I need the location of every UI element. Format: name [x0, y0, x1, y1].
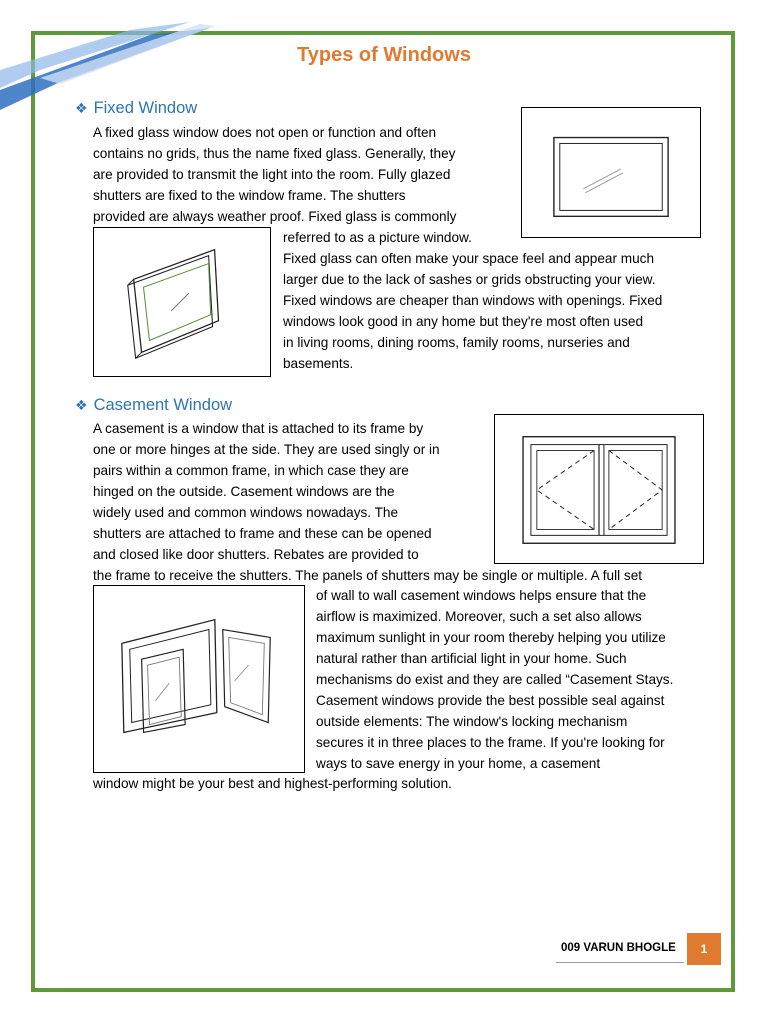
- text-line: hinged on the outside. Casement windows are the: [93, 484, 395, 499]
- text-line: Fixed glass can often make your space feel and appear much: [283, 251, 655, 266]
- fixed-window-perspective-figure: [93, 227, 271, 377]
- text-line: of wall to wall casement windows helps ensure that the: [316, 588, 647, 603]
- casement-window-perspective-figure: [93, 585, 305, 773]
- footer-author: 009 VARUN BHOGLE: [561, 942, 676, 954]
- text-line: and closed like door shutters. Rebates are provided to: [93, 547, 419, 562]
- text-line: Fixed windows are cheaper than windows with openings. Fixed: [283, 293, 663, 308]
- diamond-bullet-icon: ❖: [75, 397, 88, 413]
- text-line: mechanisms do exist and they are called “Casement Stays.: [316, 672, 674, 687]
- section-heading-casement-window: [75, 396, 232, 415]
- text-line: ways to save energy in your home, a casement: [316, 756, 601, 771]
- section-heading-fixed-window: [75, 99, 197, 118]
- text-line: referred to as a picture window.: [283, 230, 472, 245]
- heading-text: Fixed Window: [93, 99, 198, 117]
- text-line: windows look good in any home but they're most often used: [283, 314, 644, 329]
- casement-window-front-figure: [494, 414, 704, 564]
- text-line: widely used and common windows nowadays. The: [93, 505, 399, 520]
- heading-text: Casement Window: [93, 396, 233, 414]
- casement-window-paragraph-side: [316, 585, 673, 774]
- text-line: the frame to receive the shutters. The panels of shutters may be single or multiple. A full set: [93, 568, 643, 583]
- footer-divider: [556, 962, 684, 963]
- text-line: in living rooms, dining rooms, family rooms, nurseries and: [283, 335, 630, 350]
- text-line: A fixed glass window does not open or function and often: [93, 125, 437, 140]
- diamond-bullet-icon: ❖: [75, 100, 88, 116]
- text-line: outside elements: The window's locking mechanism: [316, 714, 628, 729]
- text-line: A casement is a window that is attached to its frame by: [93, 421, 424, 436]
- text-line: airflow is maximized. Moreover, such a set also allows: [316, 609, 642, 624]
- text-line: basements.: [283, 356, 354, 371]
- text-line: shutters are fixed to the window frame. The shutters: [93, 188, 406, 203]
- text-line: Casement windows provide the best possible seal against: [316, 693, 665, 708]
- fixed-window-paragraph-side: [283, 227, 662, 374]
- fixed-window-front-figure: [521, 107, 701, 238]
- text-line: natural rather than artificial light in your home. Such: [316, 651, 627, 666]
- fixed-window-paragraph-top: [93, 122, 456, 227]
- text-line: one or more hinges at the side. They are used singly or in: [93, 442, 440, 457]
- page-title: Types of Windows: [297, 44, 471, 66]
- text-line: window might be your best and highest-performing solution.: [93, 776, 452, 791]
- casement-window-paragraph-end: [93, 773, 452, 794]
- text-line: secures it in three places to the frame. If you're looking for: [316, 735, 665, 750]
- text-line: larger due to the lack of sashes or grids obstructing your view.: [283, 272, 656, 287]
- text-line: maximum sunlight in your room thereby helping you utilize: [316, 630, 666, 645]
- page-number-badge: 1: [687, 933, 721, 965]
- text-line: contains no grids, thus the name fixed glass. Generally, they: [93, 146, 456, 161]
- text-line: pairs within a common frame, in which case they are: [93, 463, 409, 478]
- text-line: shutters are attached to frame and these can be opened: [93, 526, 432, 541]
- text-line: are provided to transmit the light into the room. Fully glazed: [93, 167, 451, 182]
- text-line: provided are always weather proof. Fixed glass is commonly: [93, 209, 457, 224]
